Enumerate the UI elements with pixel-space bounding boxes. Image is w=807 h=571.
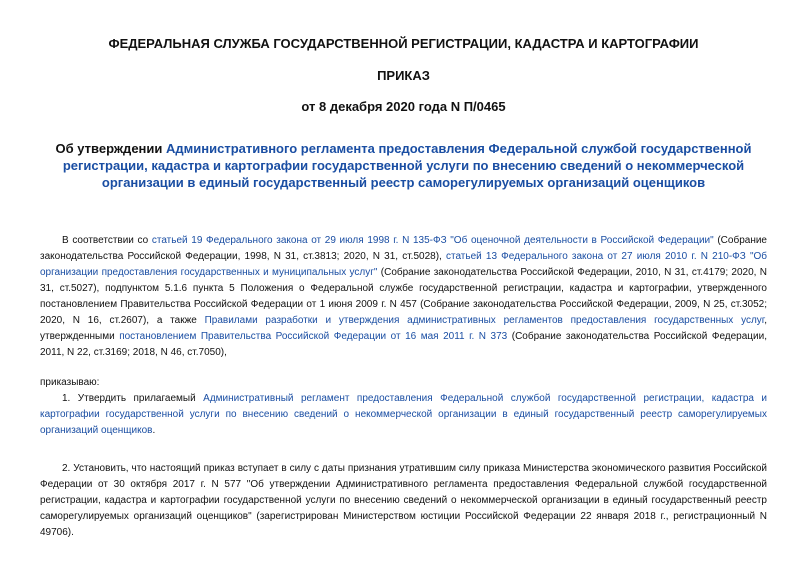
- preamble-paragraph: [40, 233, 767, 361]
- order-item-2: 2. Установить, что настоящий приказ вступает в силу с даты признания утратившим силу приказа Министерства экономического развития Российской Федерации от 30 октября 2017 г. N 577 "Об утверждении Административного регламента предоставления Федеральной службой государственной регистрации, кадастра и картографии государственной услуги по внесению сведений о некоммерческой организации в единый государственный реестр саморегулируемых организаций оценщиков" (зарегистрирован Министерством юстиции Российской Федерации 22 января 2018 г., регистрационный N 49706).: [40, 463, 767, 538]
- title-regulation-link[interactable]: Административного регламента предоставления Федеральной службой государственной регистрации, кадастра и картографии государственной услуги по внесению сведений о некоммерческой организации в единый государственный реестр саморегулируемых организаций оценщиков: [62, 141, 752, 190]
- preamble-text-2: (Собрание законодательства Российской Федерации, 1998, N 31, ст.3813; 2020, N 31, ст.5028),: [40, 235, 767, 262]
- approved-regulation-link[interactable]: Административный регламент предоставления Федеральной службой государственной регистрации, кадастра и картографии государственной услуги по внесению сведений о некоммерческой организации в единый государственный реестр саморегулируемых организаций оценщиков: [40, 393, 768, 436]
- law-210fz-article13-link[interactable]: статьей 13 Федерального закона от 27 июля 2010 г. N 210-ФЗ "Об организации предоставления государственных и муниципальных услуг": [40, 251, 768, 278]
- document-type-heading: ПРИКАЗ: [377, 68, 430, 83]
- item1-text-1: 1. Утвердить прилагаемый: [62, 393, 204, 404]
- document-date-number: от 8 декабря 2020 года N П/0465: [301, 99, 506, 114]
- preamble-text-5: (Собрание законодательства Российской Федерации, 2011, N 22, ст.3169; 2018, N 46, ст.7050),: [40, 331, 767, 358]
- law-135fz-article19-link[interactable]: статьей 19 Федерального закона от 29 июля 1998 г. N 135-ФЗ "Об оценочной деятельности в Российской Федерации": [151, 235, 714, 246]
- preamble-text-3: (Собрание законодательства Российской Федерации, 2010, N 31, ст.4179; 2020, N 31, ст.5027), подпунктом 5.1.6 пункта 5 Положения о Федеральной службе государственной регистрации, кадастра и картографии, утвержденного постановлением Правительства Российской Федерации от 1 июня 2009 г. N 457 (Собрание законодательства Российской Федерации, 2009, N 25, ст.3052; 2020, N 16, ст.2607), а также: [40, 267, 767, 326]
- order-item-1: [40, 391, 767, 439]
- regulation-rules-link[interactable]: Правилами разработки и утверждения административных регламентов предоставления государственных услуг: [204, 315, 765, 326]
- item1-text-2: .: [152, 425, 156, 436]
- document-title: [40, 140, 767, 191]
- order-word: приказываю:: [40, 377, 100, 388]
- government-decree-373-link[interactable]: постановлением Правительства Российской Федерации от 16 мая 2011 г. N 373: [119, 331, 508, 342]
- preamble-text-4: , утвержденными: [40, 315, 767, 342]
- organization-heading: ФЕДЕРАЛЬНАЯ СЛУЖБА ГОСУДАРСТВЕННОЙ РЕГИСТРАЦИИ, КАДАСТРА И КАРТОГРАФИИ: [108, 36, 699, 51]
- preamble-text-1: В соответствии со: [62, 235, 152, 246]
- title-prefix: Об утверждении: [55, 141, 166, 156]
